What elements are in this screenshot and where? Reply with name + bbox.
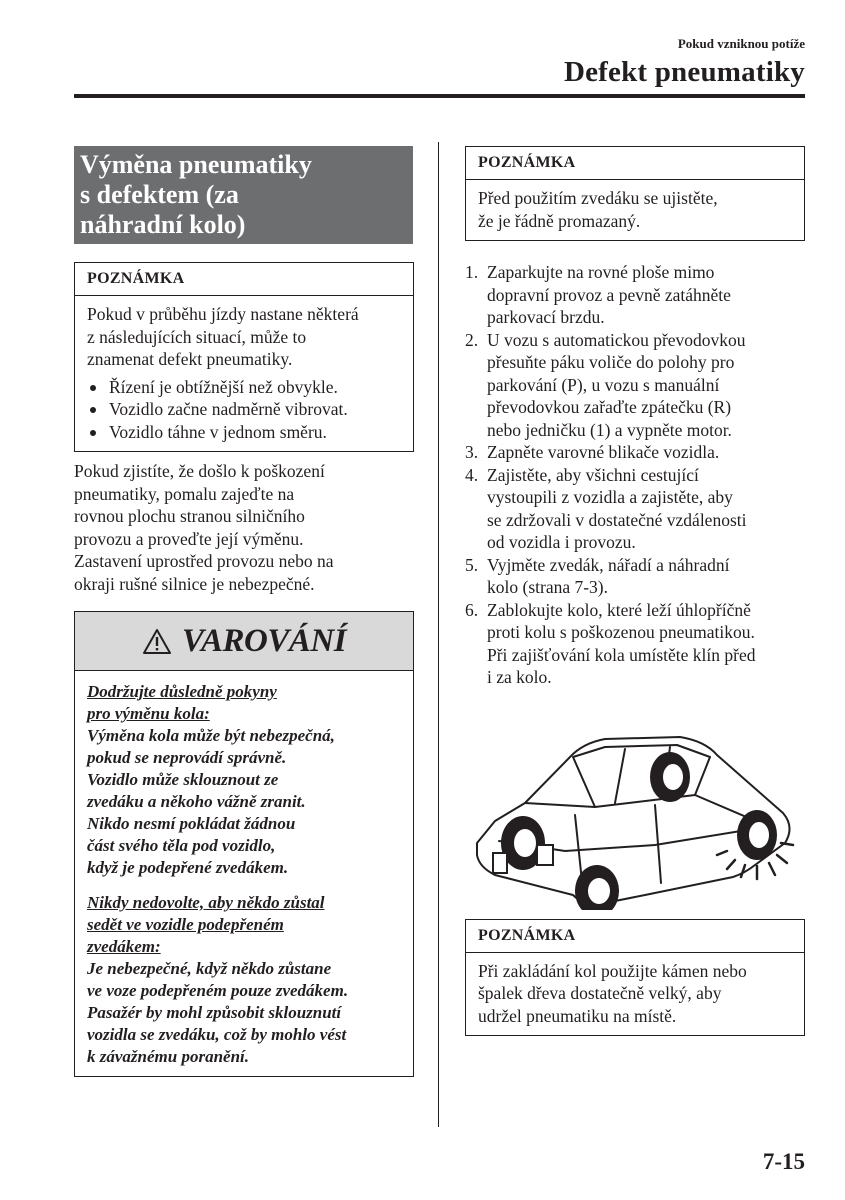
- page-title: Defekt pneumatiky: [563, 56, 805, 88]
- section-title-line: s defektem (za: [80, 180, 239, 209]
- warning-box: [74, 611, 414, 1077]
- note-box: [465, 146, 805, 241]
- body-paragraph: [74, 460, 414, 595]
- warning-text-line: zvedáku a někoho vážně zranit.: [87, 792, 306, 811]
- note-text-line: Pokud v průběhu jízdy nastane některá: [87, 304, 359, 324]
- note-box: [465, 919, 805, 1037]
- step-line: proti kolu s poškozenou pneumatikou.: [487, 622, 755, 642]
- step-number: 4.: [465, 464, 479, 485]
- warning-text-line: vozidla se zvedáku, což by mohlo vést: [87, 1025, 347, 1044]
- warning-text-line: část svého těla pod vozidlo,: [87, 836, 276, 855]
- step-line: převodovkou zařaďte zpátečku (R): [487, 397, 732, 417]
- paragraph-line: rovnou plochu stranou silničního: [74, 506, 305, 526]
- header-section-label: Pokud vzniknou potíže: [677, 36, 805, 51]
- paragraph-line: pneumatiky, pomalu zajeďte na: [74, 483, 295, 504]
- step-line: vystoupili z vozidla a zajistěte, aby: [487, 487, 733, 507]
- step-number: 5.: [465, 554, 479, 575]
- left-column: [74, 146, 414, 1077]
- warning-text-line: ve voze podepřeném pouze zvedákem.: [87, 981, 349, 1000]
- step-line: parkovací brzdu.: [487, 307, 605, 327]
- step-line: přesuňte páku voliče do polohy pro: [487, 352, 735, 372]
- note-body: [75, 296, 413, 451]
- warning-text-line: Pasažér by mohl způsobit sklouznutí: [87, 1003, 342, 1022]
- note-text-line: Před použitím zvedáku se ujistěte,: [478, 188, 718, 208]
- step-number: 2.: [465, 329, 479, 350]
- step-line: i za kolo.: [487, 667, 552, 687]
- step-line: Zaparkujte na rovné ploše mimo: [487, 262, 715, 282]
- step-item: [465, 554, 805, 599]
- note-body: [466, 953, 804, 1036]
- bullet-item: Řízení je obtížnější než obvykle.: [87, 376, 401, 399]
- step-line: Při zajišťování kola umístěte klín před: [487, 644, 756, 665]
- steps-list: [465, 261, 805, 689]
- step-item: [465, 261, 805, 329]
- note-text-line: udržel pneumatiku na místě.: [478, 1005, 677, 1026]
- step-item: [465, 329, 805, 442]
- note-heading: POZNÁMKA: [466, 920, 804, 953]
- warning-text-line: Je nebezpečné, když někdo zůstane: [87, 959, 332, 978]
- warning-underlined-line: zvedákem:: [87, 937, 161, 956]
- section-title: [74, 146, 413, 244]
- note-heading: POZNÁMKA: [466, 147, 804, 180]
- warning-underlined-line: pro výměnu kola:: [87, 704, 210, 723]
- step-line: Vyjměte zvedák, nářadí a náhradní: [487, 554, 730, 575]
- warning-underlined-line: Dodržujte důsledně pokyny: [87, 682, 277, 701]
- warning-text-line: Nikdo nesmí pokládat žádnou: [87, 814, 296, 833]
- step-line: kolo (strana 7-3).: [487, 577, 609, 597]
- warning-underlined-line: sedět ve vozidle podepřeném: [87, 915, 284, 934]
- step-line: od vozidla i provozu.: [487, 532, 636, 552]
- bullet-item: Vozidlo začne nadměrně vibrovat.: [87, 398, 401, 421]
- column-divider: [438, 142, 439, 1127]
- note-text-line: špalek dřeva dostatečně velký, aby: [478, 983, 722, 1003]
- step-number: 3.: [465, 442, 479, 462]
- paragraph-line: Pokud zjistíte, že došlo k poškození: [74, 461, 325, 481]
- step-line: Zapněte varovné blikače vozidla.: [487, 442, 720, 462]
- warning-underlined-line: Nikdy nedovolte, aby někdo zůstal: [87, 893, 325, 912]
- warning-text-line: k závažnému poranění.: [87, 1047, 249, 1066]
- right-column: [465, 146, 805, 1036]
- rear-wheel-illustration: [650, 752, 690, 802]
- warning-body: [75, 671, 413, 1076]
- note-text-line: znamenat defekt pneumatiky.: [87, 349, 293, 369]
- warning-triangle-icon: [142, 628, 172, 655]
- step-line: parkování (P), u vozu s manuální: [487, 374, 720, 395]
- warning-text-line: Vozidlo může sklouznout ze: [87, 770, 279, 789]
- step-number: 6.: [465, 599, 479, 620]
- paragraph-line: provozu a proveďte její výměnu.: [74, 528, 304, 549]
- paragraph-line: okraji rušné silnice je nebezpečné.: [74, 573, 315, 594]
- step-line: U vozu s automatickou převodovkou: [487, 329, 746, 350]
- section-title-line: Výměna pneumatiky: [80, 150, 312, 179]
- note-text-line: že je řádně promazaný.: [478, 210, 641, 231]
- warning-text-line: Výměna kola může být nebezpečná,: [87, 726, 335, 745]
- step-number: 1.: [465, 262, 479, 282]
- step-line: nebo jedničku (1) a vypněte motor.: [487, 419, 732, 440]
- step-item: [465, 464, 805, 554]
- note-text-line: Při zakládání kol použijte kámen nebo: [478, 960, 747, 981]
- step-line: dopravní provoz a pevně zatáhněte: [487, 284, 731, 305]
- note-body: [466, 180, 804, 240]
- step-line: se zdržovali v dostatečné vzdálenosti: [487, 509, 747, 530]
- warning-title: VAROVÁNÍ: [181, 622, 347, 659]
- bullet-item: Vozidlo táhne v jednom směru.: [87, 421, 401, 444]
- note-heading: POZNÁMKA: [75, 263, 413, 296]
- step-line: Zablokujte kolo, které leží úhlopříčně: [487, 599, 751, 620]
- header-rule: [74, 94, 805, 98]
- note-box: [74, 262, 414, 452]
- step-line: Zajistěte, aby všichni cestující: [487, 464, 699, 485]
- warning-text-line: když je podepřené zvedákem.: [87, 858, 289, 877]
- note-text-line: z následujících situací, může to: [87, 326, 307, 347]
- warning-text-line: pokud se neprovádí správně.: [87, 748, 287, 767]
- section-title-line: náhradní kolo): [80, 210, 246, 239]
- car-wheel-chock-illustration: [465, 695, 805, 910]
- step-item: [465, 599, 805, 689]
- step-item: [465, 441, 805, 464]
- warning-header: [75, 612, 413, 671]
- bullet-list: [87, 376, 401, 444]
- page-number: 7-15: [762, 1149, 805, 1174]
- paragraph-line: Zastavení uprostřed provozu nebo na: [74, 551, 334, 571]
